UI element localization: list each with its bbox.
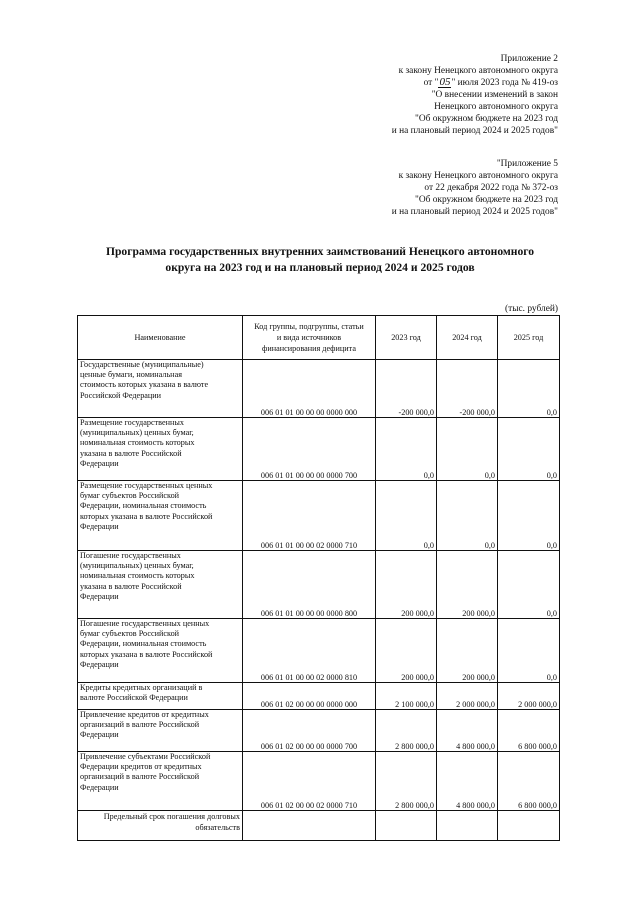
row-2024-cell: 0,0 [437,481,498,551]
law-date-line: от 22 декабря 2022 года № 372-оз [424,183,558,193]
row-code-cell: 006 01 02 00 00 00 0000 000 [243,683,376,710]
row-2023-cell: 200 000,0 [376,619,437,683]
row-2023-cell: 200 000,0 [376,551,437,619]
row-code-cell: 006 01 01 00 00 02 0000 710 [243,481,376,551]
row-2025-cell: 2 000 000,0 [498,683,560,710]
row-code-cell: 006 01 02 00 00 02 0000 710 [243,752,376,811]
row-name-cell: Размещение государственных (муниципальных) ценных бумаг, номинальная стоимость которых указана в валюте Российской Федерации [78,418,243,481]
row-2024-cell [437,811,498,841]
row-2024-cell: 200 000,0 [437,551,498,619]
law-reference: к закону Ненецкого автономного округа [398,171,558,181]
row-2023-cell: 2 800 000,0 [376,710,437,752]
table-row [78,360,560,418]
row-code-cell: 006 01 01 00 00 02 0000 810 [243,619,376,683]
row-name-cell: Привлечение кредитов от кредитных организаций в валюте Российской Федерации [78,710,243,752]
law-title-line: "Об окружном бюджете на 2023 год [415,195,558,205]
row-2023-cell: 2 800 000,0 [376,752,437,811]
row-code-cell: 006 01 01 00 00 00 0000 000 [243,360,376,418]
row-2024-cell: 4 800 000,0 [437,710,498,752]
law-title-line: и на плановый период 2024 и 2025 годов" [391,126,558,136]
law-title-line: "О внесении изменений в закон [431,90,558,100]
column-header-2023: 2023 год [376,316,437,360]
row-2025-cell: 0,0 [498,481,560,551]
appendix-number: Приложение 2 [500,54,558,64]
row-2025-cell: 0,0 [498,551,560,619]
law-title-line: Ненецкого автономного округа [434,102,558,112]
row-name-cell: Погашение государственных ценных бумаг субъектов Российской Федерации, номинальная стоимость которых указана в валюте Российской Федерации [78,619,243,683]
table-row [78,683,560,710]
page-title: Программа государственных внутренних заимствований Ненецкого автономного округа на 2023 год и на плановый период 2024 и 2025 годов [105,245,535,274]
units-label: (тыс. рублей) [504,304,558,314]
column-header-2024: 2024 год [437,316,498,360]
law-reference: к закону Ненецкого автономного округа [398,66,558,76]
column-header-code: Код группы, подгруппы, статьи и вида источников финансирования дефицита [243,316,376,360]
table-row [78,481,560,551]
law-date-line: от "05" июля 2023 года № 419-оз [423,76,558,88]
law-title-line: и на плановый период 2024 и 2025 годов" [391,207,558,217]
row-2024-cell: 2 000 000,0 [437,683,498,710]
row-2025-cell: 6 800 000,0 [498,752,560,811]
row-2025-cell [498,811,560,841]
row-2024-cell: 200 000,0 [437,619,498,683]
row-2024-cell: 4 800 000,0 [437,752,498,811]
handwritten-day: 05 [439,76,451,88]
original-appendix-header [392,158,558,218]
table-header-row [78,316,560,360]
column-header-2025: 2025 год [498,316,560,360]
row-2023-cell: -200 000,0 [376,360,437,418]
row-2023-cell [376,811,437,841]
row-2023-cell: 0,0 [376,418,437,481]
row-code-cell: 006 01 01 00 00 00 0000 800 [243,551,376,619]
row-2023-cell: 0,0 [376,481,437,551]
row-code-cell [243,811,376,841]
row-code-cell: 006 01 02 00 00 00 0000 700 [243,710,376,752]
column-header-name: Наименование [78,316,243,360]
row-name-cell: Кредиты кредитных организаций в валюте Российской Федерации [78,683,243,710]
row-name-cell: Погашение государственных (муниципальных) ценных бумаг, номинальная стоимость которых указана в валюте Российской Федерации [78,551,243,619]
row-2024-cell: 0,0 [437,418,498,481]
row-name-cell: Размещение государственных ценных бумаг субъектов Российской Федерации, номинальная стоимость которых указана в валюте Российской Федерации [78,481,243,551]
row-2025-cell: 0,0 [498,418,560,481]
table-row [78,418,560,481]
row-name-cell: Привлечение субъектами Российской Федерации кредитов от кредитных организаций в валюте Российской Федерации [78,752,243,811]
row-2024-cell: -200 000,0 [437,360,498,418]
law-title-line: "Об окружном бюджете на 2023 год [415,114,558,124]
borrowing-program-table [77,315,560,841]
row-code-cell: 006 01 01 00 00 00 0000 700 [243,418,376,481]
row-name-cell: Предельный срок погашения долговых обязательств [78,811,243,841]
row-2025-cell: 6 800 000,0 [498,710,560,752]
row-2023-cell: 2 100 000,0 [376,683,437,710]
table-row [78,811,560,841]
row-name-cell: Государственные (муниципальные) ценные бумаги, номинальная стоимость которых указана в валюте Российской Федерации [78,360,243,418]
appendix-number: "Приложение 5 [496,159,558,169]
row-2025-cell: 0,0 [498,619,560,683]
table-row [78,619,560,683]
table-row [78,752,560,811]
appendix-header [392,53,558,137]
table-row [78,710,560,752]
row-2025-cell: 0,0 [498,360,560,418]
table-row [78,551,560,619]
